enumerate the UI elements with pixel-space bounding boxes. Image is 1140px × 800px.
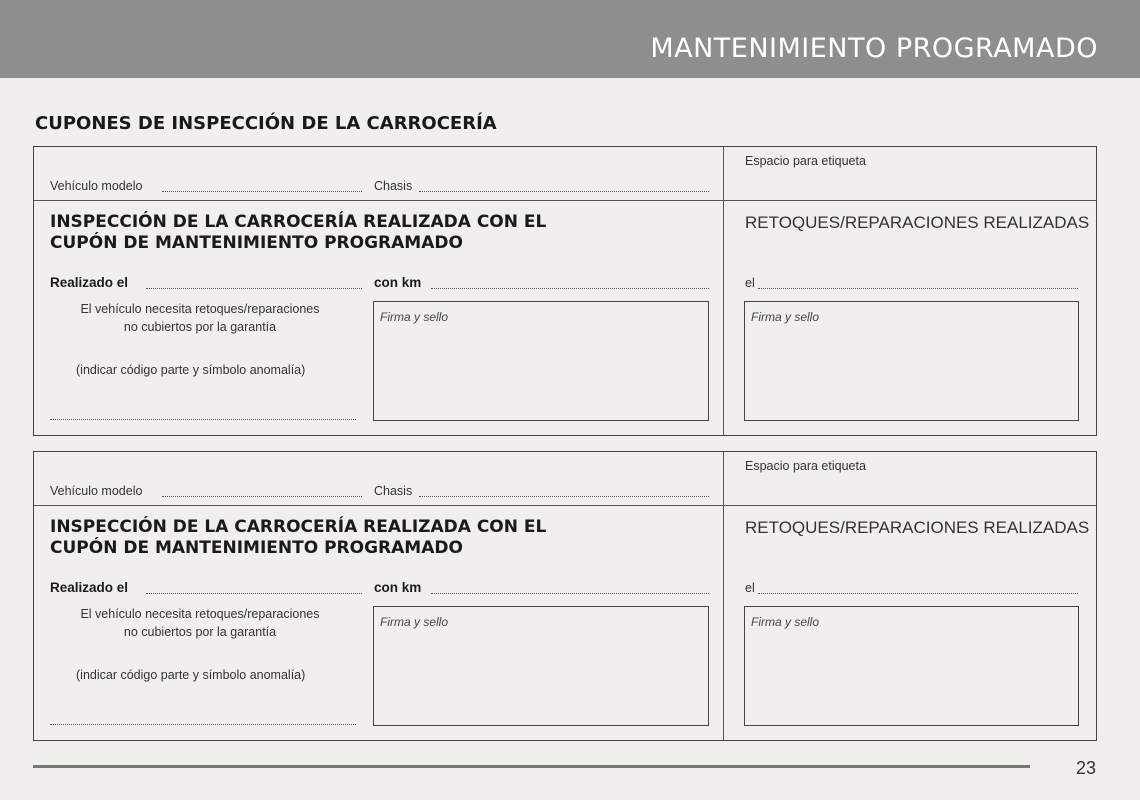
km-label: con km (374, 275, 422, 290)
done-on-field[interactable] (146, 288, 362, 289)
km-label: con km (374, 580, 422, 595)
column-divider (723, 452, 724, 740)
signature-box[interactable] (373, 301, 709, 421)
needs-repair-note (50, 302, 350, 334)
repairs-heading: RETOQUES/REPARACIONES REALIZADAS (745, 518, 1090, 537)
needs-repair-line1: El vehículo necesita retoques/reparaciones (80, 607, 320, 621)
date-field[interactable] (758, 288, 1078, 289)
vehicle-model-field[interactable] (162, 496, 362, 497)
indicate-note: (indicar código parte y símbolo anomalía) (76, 668, 306, 682)
signature-label: Firma y sello (380, 310, 449, 324)
km-field[interactable] (431, 288, 709, 289)
repairs-heading: RETOQUES/REPARACIONES REALIZADAS (745, 213, 1090, 232)
inspection-heading-line1: INSPECCIÓN DE LA CARROCERÍA REALIZADA CON EL (50, 517, 547, 537)
inspection-heading-line2: CUPÓN DE MANTENIMIENTO PROGRAMADO (50, 233, 463, 253)
inspection-heading (50, 212, 546, 254)
chassis-field[interactable] (419, 496, 709, 497)
needs-repair-line2: no cubiertos por la garantía (123, 320, 277, 334)
inspection-heading (50, 517, 546, 559)
column-divider (723, 147, 724, 435)
repairs-signature-box[interactable] (744, 606, 1079, 726)
signature-box[interactable] (373, 606, 709, 726)
date-label: el (745, 581, 755, 595)
page-number: 23 (1075, 758, 1096, 778)
signature-label: Firma y sello (380, 615, 449, 629)
needs-repair-line2: no cubiertos por la garantía (123, 625, 277, 639)
inspection-heading-line2: CUPÓN DE MANTENIMIENTO PROGRAMADO (50, 538, 463, 558)
vehicle-model-label: Vehículo modelo (50, 179, 143, 193)
repairs-signature-box[interactable] (744, 301, 1079, 421)
signature-label: Firma y sello (751, 615, 820, 629)
date-field[interactable] (758, 593, 1078, 594)
anomaly-field[interactable] (50, 419, 356, 420)
needs-repair-note (50, 607, 350, 639)
label-space-text: Espacio para etiqueta (745, 459, 866, 473)
km-field[interactable] (431, 593, 709, 594)
date-label: el (745, 276, 755, 290)
done-on-field[interactable] (146, 593, 362, 594)
vehicle-model-label: Vehículo modelo (50, 484, 143, 498)
coupon-2 (33, 451, 1097, 741)
chassis-label: Chasis (374, 179, 413, 193)
indicate-note: (indicar código parte y símbolo anomalía) (76, 363, 306, 377)
coupon-1 (33, 146, 1097, 436)
needs-repair-line1: El vehículo necesita retoques/reparaciones (80, 302, 320, 316)
done-on-label: Realizado el (50, 580, 129, 595)
vehicle-model-field[interactable] (162, 191, 362, 192)
chassis-label: Chasis (374, 484, 413, 498)
row-divider (34, 200, 1096, 201)
inspection-heading-line1: INSPECCIÓN DE LA CARROCERÍA REALIZADA CON EL (50, 212, 547, 232)
page-header-title: MANTENIMIENTO PROGRAMADO (650, 33, 1098, 64)
row-divider (34, 505, 1096, 506)
signature-label: Firma y sello (751, 310, 820, 324)
done-on-label: Realizado el (50, 275, 129, 290)
footer-rule (33, 765, 1030, 768)
label-space-text: Espacio para etiqueta (745, 154, 866, 168)
anomaly-field[interactable] (50, 724, 356, 725)
chassis-field[interactable] (419, 191, 709, 192)
section-title: CUPONES DE INSPECCIÓN DE LA CARROCERÍA (35, 113, 497, 134)
